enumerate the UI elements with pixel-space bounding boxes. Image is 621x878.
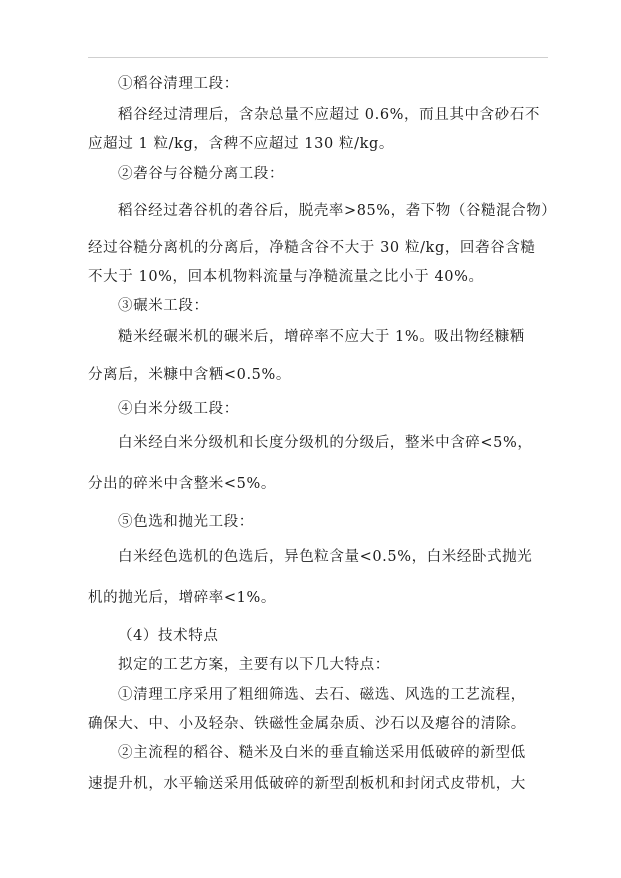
paragraph-line: 速提升机，水平输送采用低破碎的新型刮板机和封闭式皮带机，大 (88, 776, 526, 792)
paragraph-line: 应超过 1 粒/kg，含稗不应超过 130 粒/kg。 (88, 136, 394, 152)
section-heading: ⑤色选和抛光工段： (118, 514, 254, 530)
subsection-heading: （4）技术特点 (118, 628, 219, 644)
section-heading: ③碾米工段： (118, 298, 209, 314)
paragraph-line: ②主流程的稻谷、糙米及白米的垂直输送采用低破碎的新型低 (118, 745, 526, 761)
paragraph-line: 白米经色选机的色选后，异色粒含量<0.5%，白米经卧式抛光 (118, 549, 533, 565)
section-heading: ④白米分级工段： (118, 401, 239, 417)
paragraph-line: 确保大、中、小及轻杂、铁磁性金属杂质、沙石以及瘪谷的清除。 (88, 716, 526, 732)
paragraph-line: 糙米经碾米机的碾米后，增碎率不应大于 1%。吸出物经糠粞 (118, 329, 525, 345)
paragraph-line: 稻谷经过砻谷机的砻谷后，脱壳率>85%，砻下物（谷糙混合物） (118, 203, 557, 219)
paragraph-line: ①清理工序采用了粗细筛选、去石、磁选、风选的工艺流程， (118, 687, 526, 703)
paragraph-line: 白米经白米分级机和长度分级机的分级后，整米中含碎<5%， (118, 435, 533, 451)
header-rule (88, 57, 548, 58)
section-heading: ①稻谷清理工段： (118, 76, 239, 92)
section-heading: ②砻谷与谷糙分离工段： (118, 166, 285, 182)
paragraph-line: 不大于 10%，回本机物料流量与净糙流量之比小于 40%。 (88, 269, 484, 285)
paragraph-line: 经过谷糙分离机的分离后，净糙含谷不大于 30 粒/kg，回砻谷含糙 (88, 240, 536, 256)
paragraph-line: 分出的碎米中含整米<5%。 (88, 476, 276, 492)
paragraph-line: 机的抛光后，增碎率<1%。 (88, 590, 276, 606)
paragraph-line: 拟定的工艺方案，主要有以下几大特点： (118, 657, 390, 673)
paragraph-line: 分离后，米糠中含粞<0.5%。 (88, 367, 291, 383)
paragraph-line: 稻谷经过清理后，含杂总量不应超过 0.6%，而且其中含砂石不 (118, 107, 540, 123)
